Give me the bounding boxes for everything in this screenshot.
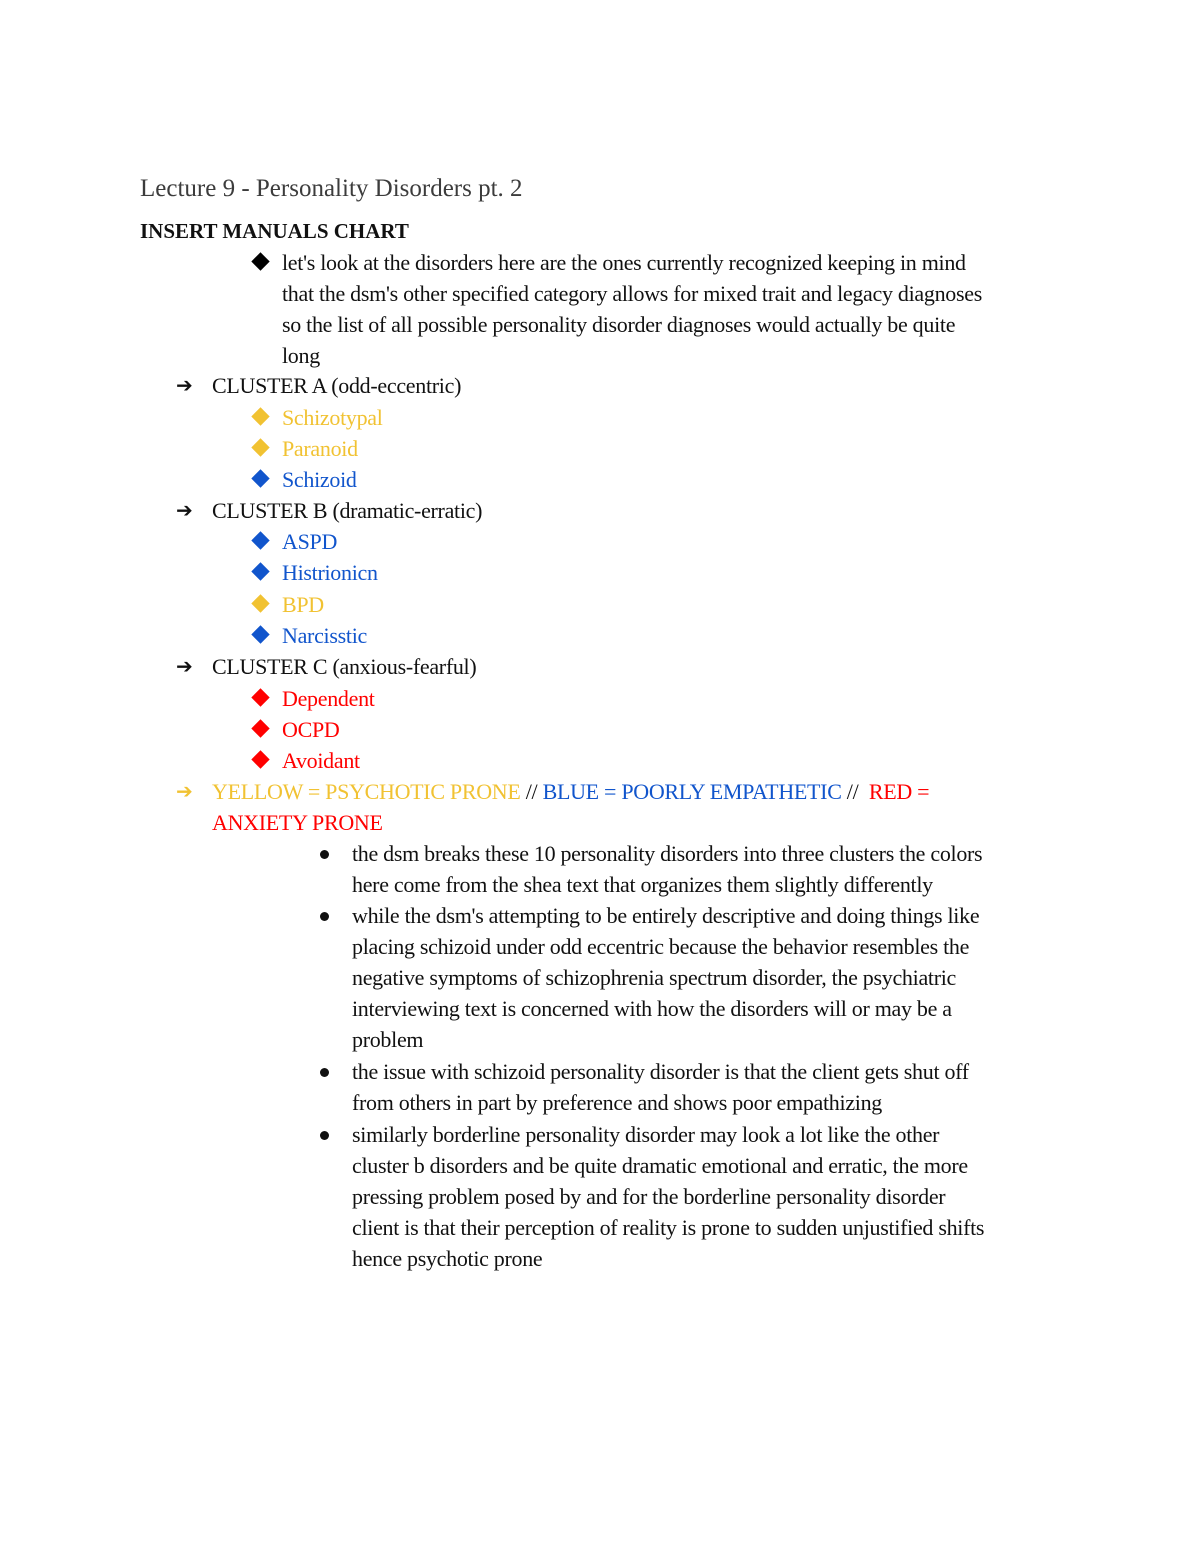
diamond-bullet-icon [251,719,269,737]
diamond-bullet-icon [251,469,269,487]
arrow-bullet-icon: ➔ [176,654,193,678]
section-heading: INSERT MANUALS CHART [140,219,409,243]
dot-bullet-icon [320,850,329,859]
disorder-schizotypal: Schizotypal [282,405,383,430]
dot-bullet-icon [320,912,329,921]
diamond-bullet-icon [251,562,269,580]
legend-blue: BLUE = POORLY EMPATHETIC [542,779,842,804]
arrow-bullet-icon: ➔ [176,498,193,522]
arrow-bullet-icon: ➔ [176,373,193,397]
disorder-schizoid: Schizoid [282,467,357,492]
intro-line: let's look at the disorders here are the ones currently recognized keeping in mind [282,250,966,275]
note-line: similarly borderline personality disorder may look a lot like the other [352,1122,940,1147]
dot-bullet-icon [320,1131,329,1140]
diamond-bullet-icon [251,407,269,425]
legend-red: RED = [868,779,930,804]
intro-line: that the dsm's other specified category allows for mixed trait and legacy diagnoses [282,281,982,306]
disorder-narcissistic: Narcisstic [282,623,367,648]
disorder-avoidant: Avoidant [282,748,360,773]
legend-red-continued: ANXIETY PRONE [212,810,383,835]
cluster-a-label: CLUSTER A (odd-eccentric) [212,373,462,398]
note-line: negative symptoms of schizophrenia spectrum disorder, the psychiatric [352,965,957,990]
disorder-aspd: ASPD [282,529,338,554]
note-line: hence psychotic prone [352,1246,543,1271]
diamond-bullet-icon [251,531,269,549]
note-line: problem [352,1027,424,1052]
diamond-bullet-icon [251,252,269,270]
note-line: placing schizoid under odd eccentric because the behavior resembles the [352,934,970,959]
note-line: while the dsm's attempting to be entirely descriptive and doing things like [352,903,980,928]
disorder-bpd: BPD [282,592,324,617]
arrow-bullet-icon: ➔ [176,779,193,803]
diamond-bullet-icon [251,438,269,456]
disorder-histrionic: Histrionicn [282,560,378,585]
note-line: cluster b disorders and be quite dramatic emotional and erratic, the more [352,1153,968,1178]
disorder-paranoid: Paranoid [282,436,358,461]
note-line: client is that their perception of reality is prone to sudden unjustified shifts [352,1215,985,1240]
note-line: interviewing text is concerned with how the disorders will or may be a [352,996,952,1021]
diamond-bullet-icon [251,594,269,612]
disorder-ocpd: OCPD [282,717,340,742]
note-line: the dsm breaks these 10 personality disorders into three clusters the colors [352,841,983,866]
dot-bullet-icon [320,1068,329,1077]
note-line: here come from the shea text that organizes them slightly differently [352,872,933,897]
legend-separator: // [841,779,869,804]
disorder-dependent: Dependent [282,686,375,711]
color-legend [212,776,929,807]
page-title: Lecture 9 - Personality Disorders pt. 2 [140,175,523,202]
cluster-b-label: CLUSTER B (dramatic-erratic) [212,498,483,523]
diamond-bullet-icon [251,688,269,706]
legend-yellow: YELLOW = PSYCHOTIC PRONE [212,779,521,804]
intro-line: long [282,343,320,368]
note-line: the issue with schizoid personality disorder is that the client gets shut off [352,1059,969,1084]
note-line: from others in part by preference and shows poor empathizing [352,1090,882,1115]
legend-separator: // [520,779,543,804]
diamond-bullet-icon [251,750,269,768]
note-line: pressing problem posed by and for the borderline personality disorder [352,1184,946,1209]
cluster-c-label: CLUSTER C (anxious-fearful) [212,654,477,679]
diamond-bullet-icon [251,625,269,643]
intro-line: so the list of all possible personality disorder diagnoses would actually be quite [282,312,956,337]
